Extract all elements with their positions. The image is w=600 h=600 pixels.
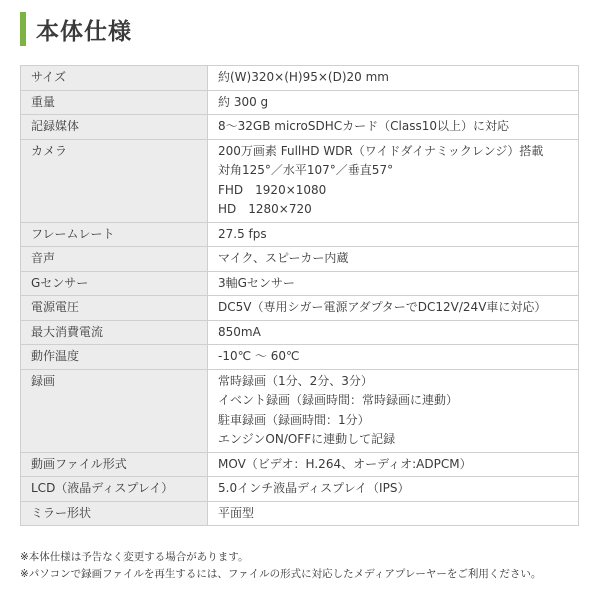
spec-value: [208, 320, 579, 345]
spec-value: [208, 369, 579, 452]
spec-row: [21, 90, 579, 115]
spec-value: [208, 345, 579, 370]
spec-value-line: 約(W)320×(H)95×(D)20 mm: [218, 70, 389, 84]
spec-row: [21, 320, 579, 345]
footnote: ※本体仕様は予告なく変更する場合があります。: [20, 551, 249, 563]
spec-value-line: 850mA: [218, 324, 261, 339]
spec-value: [208, 271, 579, 296]
spec-value: [208, 501, 579, 526]
spec-row: [21, 222, 579, 247]
spec-label: 重量: [21, 90, 208, 115]
spec-label: LCD（液晶ディスプレイ）: [21, 477, 208, 502]
spec-row: [21, 501, 579, 526]
spec-row: [21, 345, 579, 370]
spec-value: [208, 452, 579, 477]
spec-value-line: 8～32GB microSDHCカード（Class10以上）に対応: [218, 119, 509, 133]
spec-value-line: マイク、スピーカー内蔵: [218, 251, 349, 265]
spec-value-line: 平面型: [218, 505, 255, 520]
page-title-text: 本体仕様: [36, 18, 132, 45]
spec-row: [21, 296, 579, 321]
spec-label: 記録媒体: [21, 115, 208, 140]
spec-value: [208, 66, 579, 91]
spec-value: [208, 139, 579, 222]
spec-label: 最大消費電流: [21, 320, 208, 345]
spec-value-line: -10℃ ～ 60℃: [218, 349, 300, 363]
spec-value-line: イベント録画（録画時間：常時録画に連動）: [218, 393, 459, 407]
spec-row: [21, 115, 579, 140]
spec-value-line: 3軸Gセンサー: [218, 275, 295, 290]
spec-label: ミラー形状: [21, 501, 208, 526]
spec-value-line: 5.0インチ液晶ディスプレイ（IPS）: [218, 481, 410, 495]
title-accent-bar: [20, 12, 26, 46]
spec-label: Gセンサー: [21, 271, 208, 296]
spec-row: [21, 66, 579, 91]
spec-label: フレームレート: [21, 222, 208, 247]
spec-label: サイズ: [21, 66, 208, 91]
spec-table: [20, 65, 579, 526]
spec-value-line: FHD 1920×1080: [218, 182, 327, 197]
spec-label: 音声: [21, 247, 208, 272]
spec-row: [21, 369, 579, 452]
spec-value: [208, 247, 579, 272]
spec-value: [208, 477, 579, 502]
spec-value-line: DC5V（専用シガー電源アダプターでDC12V/24V車に対応）: [218, 300, 547, 314]
spec-value-line: 常時録画（1分、2分、3分）: [218, 373, 373, 388]
spec-value-line: HD 1280×720: [218, 202, 312, 216]
spec-value: [208, 296, 579, 321]
spec-label: 動画ファイル形式: [21, 452, 208, 477]
spec-value: [208, 222, 579, 247]
page-title: [20, 12, 132, 46]
spec-row: [21, 271, 579, 296]
spec-label: 動作温度: [21, 345, 208, 370]
spec-value-line: 約 300 g: [218, 94, 269, 109]
spec-value-line: 駐車録画（録画時間：1分）: [218, 412, 370, 427]
spec-value-line: 27.5 fps: [218, 226, 267, 241]
spec-label: 録画: [21, 369, 208, 452]
spec-label: 電源電圧: [21, 296, 208, 321]
spec-row: [21, 477, 579, 502]
spec-row: [21, 139, 579, 222]
spec-value-line: MOV（ビデオ：H.264、オーディオ:ADPCM）: [218, 456, 472, 471]
spec-table-body: [21, 66, 579, 526]
spec-value-line: 200万画素 FullHD WDR（ワイドダイナミックレンジ）搭載: [218, 143, 544, 158]
spec-value-line: 対角125°／水平107°／垂直57°: [218, 163, 394, 177]
footnote: ※パソコンで録画ファイルを再生するには、ファイルの形式に対応したメディアプレーヤーをご利用ください。: [20, 568, 542, 580]
spec-row: [21, 452, 579, 477]
spec-value-line: エンジンON/OFFに連動して記録: [218, 432, 396, 446]
spec-value: [208, 115, 579, 140]
spec-label: カメラ: [21, 139, 208, 222]
spec-value: [208, 90, 579, 115]
footnotes: [20, 549, 590, 583]
spec-row: [21, 247, 579, 272]
